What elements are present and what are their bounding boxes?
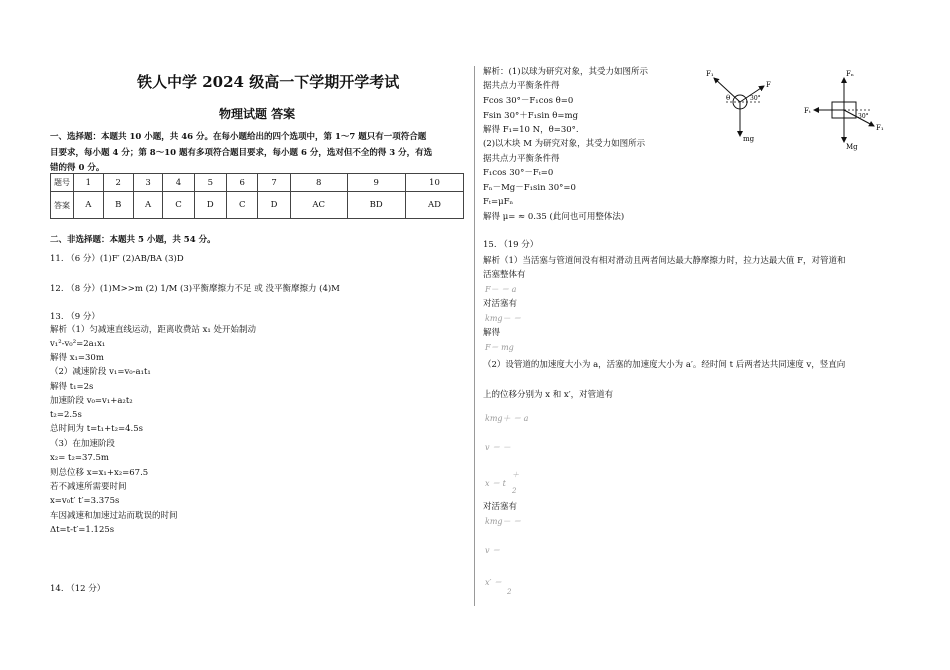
q15-formula-6b: 2 [512, 487, 517, 495]
q14-line: (2)以木块 M 为研究对象，其受力如图所示 [483, 139, 646, 149]
q15-formula-1: F－ ＝ a [485, 285, 517, 294]
table-cell: 9 [347, 174, 405, 192]
q15-line6: 上的位移分别为 x 和 x′，对管道有 [483, 390, 614, 400]
page-subtitle: 物理试题 答案 [219, 107, 296, 121]
force-label-mg: mg [743, 135, 755, 143]
column-divider [474, 66, 475, 606]
q14-line: Fₙ－Mg－F₁sin 30°=0 [483, 183, 576, 193]
q13-line: 13. （9 分） [50, 312, 100, 322]
table-cell: C [163, 192, 194, 219]
table-cell: AD [405, 192, 463, 219]
q13-line: x₂= t₂=37.5m [50, 453, 109, 463]
q15-formula-7: kmg－ ＝ [485, 517, 522, 526]
q15-formula-2: kmg－ ＝ [485, 314, 522, 323]
q11-answer: 11. （6 分）(1)F′ (2)AB/BA (3)D [50, 254, 184, 264]
table-cell: 6 [227, 174, 258, 192]
page-title: 铁人中学 2024 级高一下学期开学考试 [137, 73, 400, 91]
q12-answer: 12. （8 分）(1)M>>m (2) 1/M (3)平衡摩擦力不足 或 没平衡摩擦力 (4)M [50, 284, 340, 294]
q15-line1: 解析（1）当活塞与管道间没有相对滑动且两者间达最大静摩擦力时，拉力达最大值 F，对管道和 [483, 256, 846, 266]
q14-line: 据共点力平衡条件得 [483, 81, 560, 91]
q15-formula-9: x′ ＝ [485, 578, 502, 587]
q14-line: Fcos 30°－F₁cos θ=0 [483, 96, 574, 106]
q14-line: 解析：(1)以球为研究对象，其受力如图所示 [483, 67, 649, 77]
table-cell: D [194, 192, 227, 219]
q14-line: 据共点力平衡条件得 [483, 154, 560, 164]
q13-line: 车因减速和加速过站而耽误的时间 [50, 511, 178, 521]
q15-formula-9b: 2 [507, 588, 512, 596]
q13-line: x=v₀t′ t′=3.375s [50, 496, 120, 506]
q15-line4: 解得 [483, 328, 501, 338]
force-label-f1: F₁ [706, 70, 714, 78]
q15-formula-5: v ＝ － [485, 443, 511, 452]
ball-force-diagram [700, 66, 780, 148]
angle-label-theta: θ [726, 94, 731, 102]
table-cell: D [258, 192, 291, 219]
section2-heading: 二、非选择题：本题共 5 小题，共 54 分。 [50, 235, 216, 245]
answer-table-answer-row [51, 192, 464, 219]
block-force-diagram [800, 66, 890, 152]
section1-line3: 错的得 0 分。 [50, 163, 105, 173]
section1-line2: 目要求，每小题 4 分；第 8～10 题有多项符合题目要求，每小题 6 分，选对但不全的得 3 分，有选 [50, 148, 433, 158]
q13-line: （3）在加速阶段 [50, 439, 115, 449]
q15-line7: 对活塞有 [483, 502, 518, 512]
table-cell: C [227, 192, 258, 219]
q15-formula-8: v ＝ [485, 546, 501, 555]
q15-formula-4: kmg＋ ＝ a [485, 414, 529, 423]
table-cell: 10 [405, 174, 463, 192]
force-label-ff: Fₜ [804, 107, 811, 115]
q15-heading: 15. （19 分） [483, 240, 539, 250]
q13-line: 解得 t₁=2s [50, 382, 94, 392]
force-label-mg2: Mg [846, 143, 858, 151]
table-cell: 7 [258, 174, 291, 192]
q15-line5: （2）设管道的加速度大小为 a，活塞的加速度大小为 a′。经时间 t 后两者达共同速度 v，竖直向 [483, 360, 846, 370]
angle-label-30: 30° [750, 95, 761, 102]
force-label-fn: Fₙ [846, 70, 854, 78]
q13-line: 总时间为 t=t₁+t₂=4.5s [50, 424, 144, 434]
q13-line: 若不减速所需要时间 [50, 482, 127, 492]
q14-line: Fsin 30°＋F₁sin θ=mg [483, 111, 579, 121]
answer-table [50, 173, 464, 219]
q13-line: （2）减速阶段 v₁=v₀-a₁t₁ [50, 367, 151, 377]
q14-line: F₁cos 30°－Fₜ=0 [483, 168, 554, 178]
table-cell: 5 [194, 174, 227, 192]
q15-formula-6: x ＝ t [485, 479, 506, 488]
q14-line: 解得 μ= ≈ 0.35 (此问也可用整体法) [483, 212, 625, 222]
table-cell: B [103, 192, 133, 219]
section1-line1: 一、选择题：本题共 10 小题，共 46 分。在每小题给出的四个选项中，第 1～7 题只有一项符合题 [50, 132, 427, 142]
q13-line: 加速阶段 v₀=v₁+a₂t₂ [50, 396, 133, 406]
table-cell: AC [290, 192, 347, 219]
q13-line: 解得 x₁=30m [50, 353, 104, 363]
table-cell: BD [347, 192, 405, 219]
force-label-f: F [766, 81, 771, 89]
table-header-label: 题号 [51, 174, 74, 192]
table-cell: A [74, 192, 104, 219]
table-cell: A [133, 192, 163, 219]
q15-formula-3: F＝ mg [485, 343, 514, 352]
q15-line2: 活塞整体有 [483, 270, 526, 280]
q13-line: Δt=t-t′=1.125s [50, 525, 115, 535]
q14-line: Fₜ=μFₙ [483, 197, 514, 207]
angle-label-30b: 30° [858, 113, 869, 120]
force-label-f1b: F₁ [876, 124, 884, 132]
table-cell: 1 [74, 174, 104, 192]
q14-line: 解得 F₁=10 N，θ=30°. [483, 125, 579, 135]
q13-line: t₂=2.5s [50, 410, 82, 420]
answer-table-number-row [51, 174, 464, 192]
q13-line: v₁²-v₀²=2a₁x₁ [50, 339, 106, 349]
q15-formula-6a: ＋ [512, 471, 519, 479]
table-answer-label: 答案 [51, 192, 74, 219]
q14-heading: 14. （12 分） [50, 584, 106, 594]
q13-line: 则总位移 x=x₁+x₂=67.5 [50, 468, 149, 478]
table-cell: 8 [290, 174, 347, 192]
table-cell: 3 [133, 174, 163, 192]
q13-line: 解析（1）匀减速直线运动，距离收费站 x₁ 处开始制动 [50, 325, 257, 335]
table-cell: 2 [103, 174, 133, 192]
q15-line3: 对活塞有 [483, 299, 518, 309]
table-cell: 4 [163, 174, 194, 192]
